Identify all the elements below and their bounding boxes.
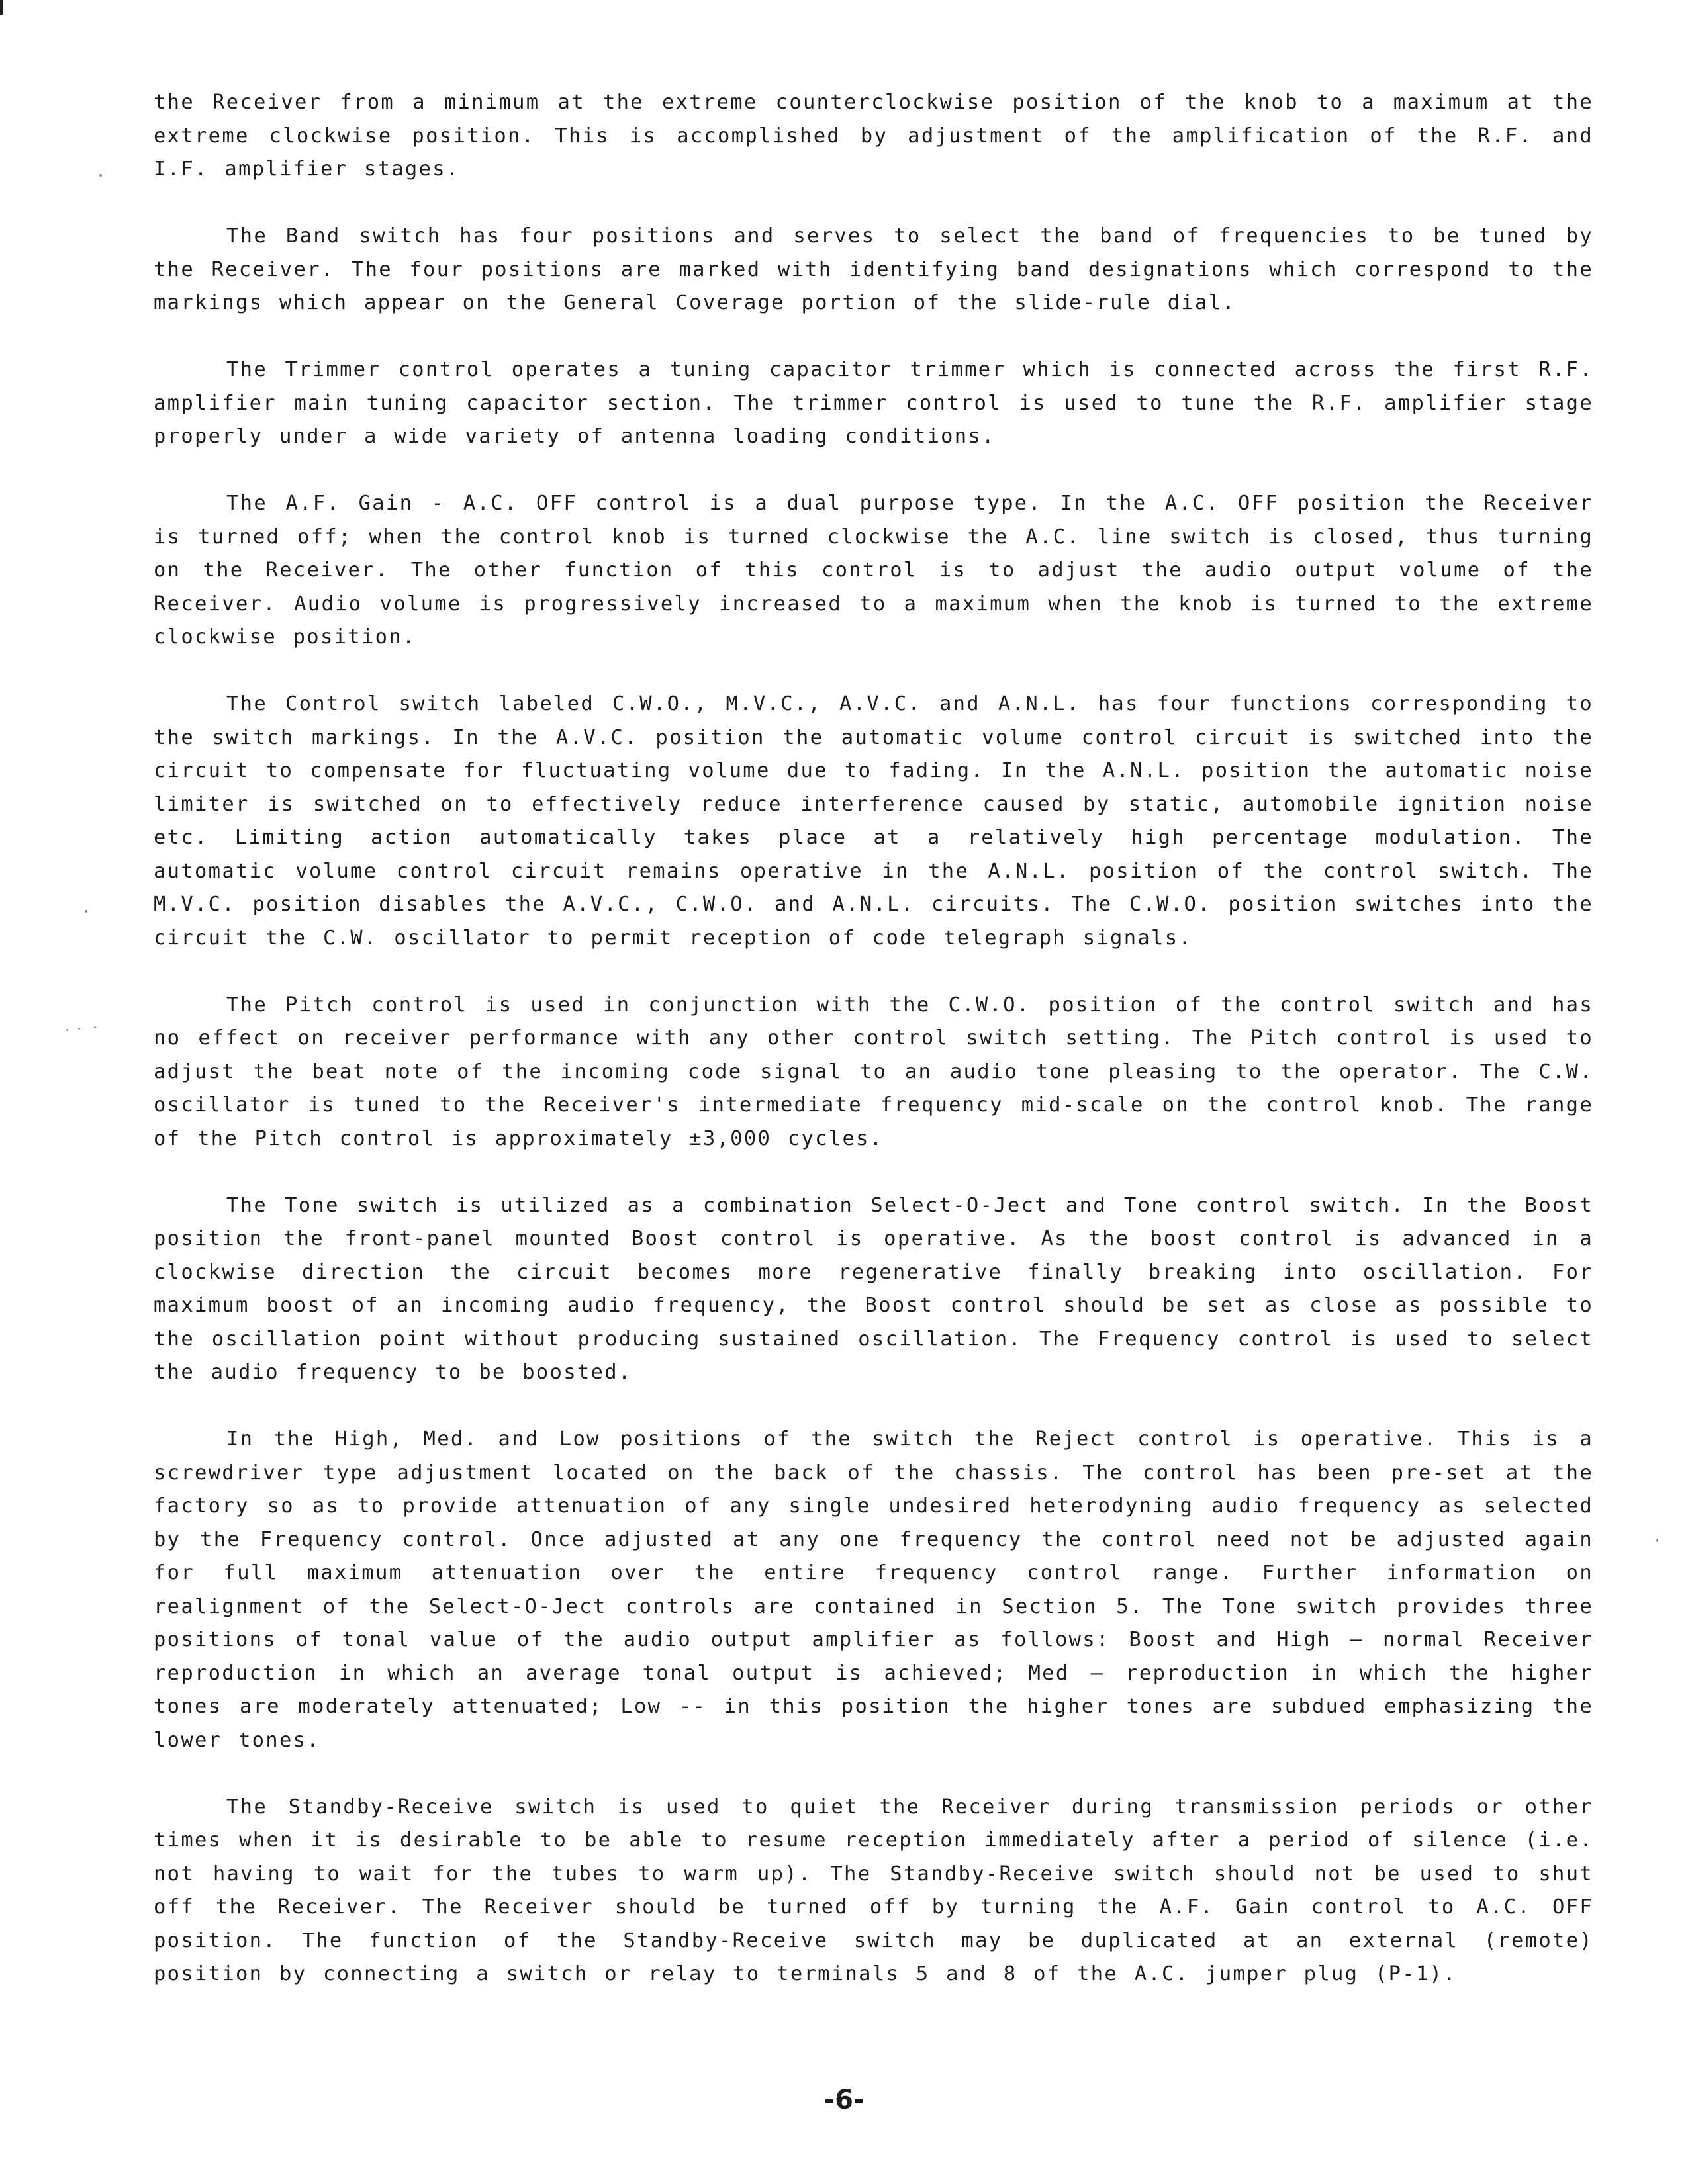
paragraph-af-gain-control: The A.F. Gain - A.C. OFF control is a dual purpose type. In the A.C. OFF position the Receiver is turned off; when the control knob is turned clockwise the A.C. line switch is closed, thus turning on the Receiver. The other function of this control is to adjust the audio output volume of the Receiver. Audio volume is progressively increased to a maximum when the knob is turned to the extreme clockwise position. (154, 492, 1593, 649)
paragraph-band-switch: The Band switch has four positions and serves to select the band of frequencies to be tuned by the Receiver. The four positions are marked with identifying band designations which correspond to the markings which appear on the General Coverage portion of the slide-rule dial. (154, 224, 1593, 314)
paragraph-standby-receive: The Standby-Receive switch is used to quiet the Receiver during transmission periods or other times when it is desirable to be able to resume reception immediately after a period of silence (i.e. not having to wait for the tubes to warm up). The Standby-Receive switch should not be used to shut off the Receiver. The Receiver should be turned off by turning the A.F. Gain control to A.C. OFF position. The function of the Standby-Receive switch may be duplicated at an external (remote) position by connecting a switch or relay to terminals 5 and 8 of the A.C. jumper plug (P-1). (154, 1795, 1593, 1985)
scan-speck (85, 910, 87, 913)
paragraph-rf-gain-continued: the Receiver from a minimum at the extreme counterclockwise position of the knob to a maximum at the extreme clockwise position. This is accomplished by adjustment of the amplification of the R.F. and I.F. amplifier stages. (154, 91, 1593, 181)
paragraph-control-switch: The Control switch labeled C.W.O., M.V.C., A.V.C. and A.N.L. has four functions corresponding to the switch markings. In the A.V.C. position the automatic volume control circuit is switched into the circuit to compensate for fluctuating volume due to fading. In the A.N.L. position the automatic noise limiter is switched on to effectively reduce interference caused by static, automobile ignition noise etc. Limiting action automatically takes place at a relatively high percentage modulation. The automatic volume control circuit remains operative in the A.N.L. position of the control switch. The M.V.C. position disables the A.V.C., C.W.O. and A.N.L. circuits. The C.W.O. position switches into the circuit the C.W. oscillator to permit reception of code telegraph signals. (154, 692, 1593, 950)
scan-speck (66, 1029, 68, 1031)
scan-speck (94, 1026, 96, 1028)
scan-edge-mark (0, 0, 3, 15)
paragraph-pitch-control: The Pitch control is used in conjunction with the C.W.O. position of the control switch and has no effect on receiver performance with any other control switch setting. The Pitch control is used to adjust the beat note of the incoming code signal to an audio tone pleasing to the operator. The C.W. oscillator is tuned to the Receiver's intermediate frequency mid-scale on the control knob. The range of the Pitch control is approximately ±3,000 cycles. (154, 993, 1593, 1150)
paragraph-trimmer-control: The Trimmer control operates a tuning capacitor trimmer which is connected across the first R.F. amplifier main tuning capacitor section. The trimmer control is used to tune the R.F. amplifier stage properly under a wide variety of antenna loading conditions. (154, 358, 1593, 448)
scan-speck (99, 174, 102, 177)
paragraph-reject-control: In the High, Med. and Low positions of the switch the Reject control is operative. This is a screwdriver type adjustment located on the back of the chassis. The control has been pre-set at the factory so as to provide attenuation of any single undesired heterodyning audio frequency as selected by the Frequency control. Once adjusted at any one frequency the control need not be adjusted again for full maximum attenuation over the entire frequency control range. Further information on realignment of the Select-O-Ject controls are contained in Section 5. The Tone switch provides three positions of tonal value of the audio output amplifier as follows: Boost and High — normal Receiver reproduction in which an average tonal output is achieved; Med — reproduction in which the higher tones are moderately attenuated; Low -- in this position the higher tones are subdued emphasizing the lower tones. (154, 1428, 1593, 1752)
paragraph-tone-switch: The Tone switch is utilized as a combination Select-O-Ject and Tone control switch. In the Boost position the front-panel mounted Boost control is operative. As the boost control is advanced in a clockwise direction the circuit becomes more regenerative finally breaking into oscillation. For maximum boost of an incoming audio frequency, the Boost control should be set as close as possible to the oscillation point without producing sustained oscillation. The Frequency control is used to select the audio frequency to be boosted. (154, 1193, 1593, 1384)
page-number: -6- (823, 2085, 865, 2115)
scan-speck (78, 1028, 80, 1030)
scan-speck (1656, 1539, 1658, 1542)
document-body (154, 86, 1593, 2025)
